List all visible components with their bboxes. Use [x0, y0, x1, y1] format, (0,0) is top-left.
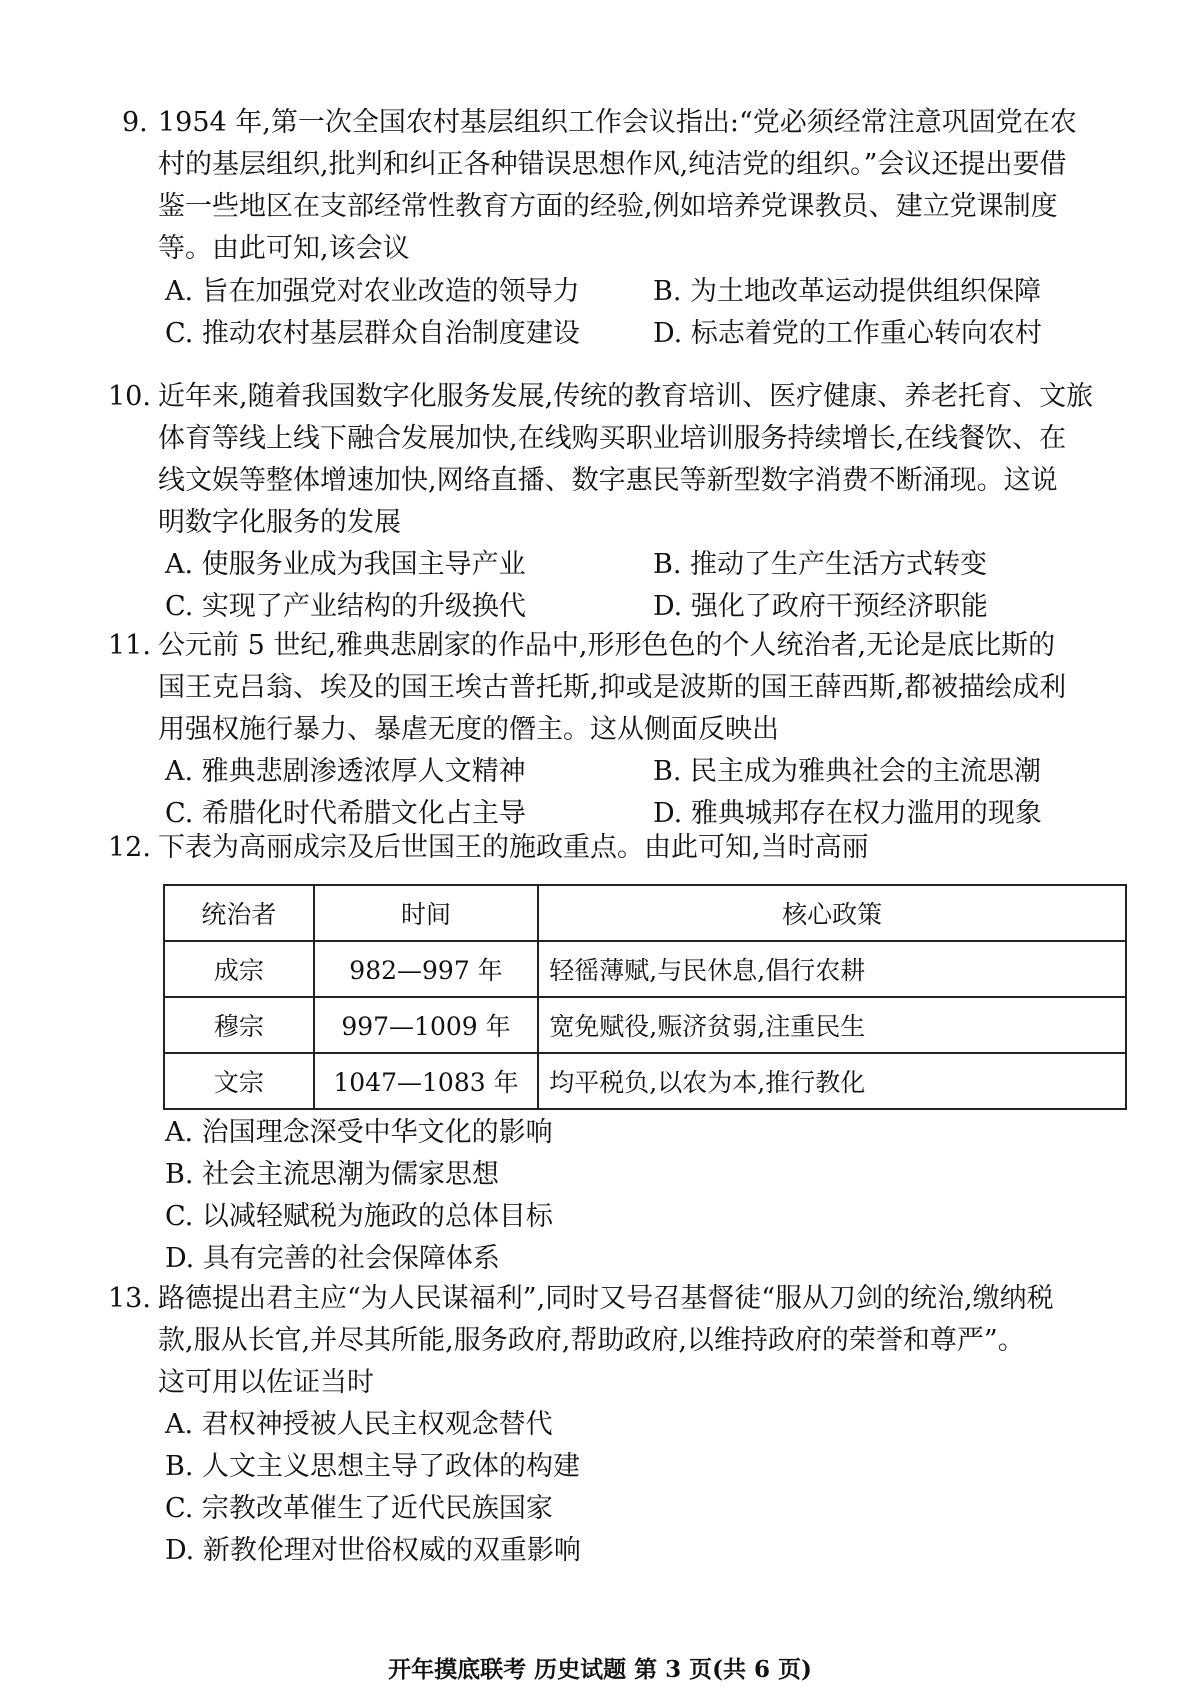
stem-line: 1954 年,第一次全国农村基层组织工作会议指出:“党必须经常注意巩固党在农 — [158, 107, 1077, 138]
stem-line: 下表为高丽成宗及后世国王的施政重点。由此可知,当时高丽 — [158, 832, 869, 863]
stem-line: 鉴一些地区在支部经常性教育方面的经验,例如培养党课教员、建立党课制度 — [158, 191, 1058, 222]
options — [165, 1112, 1125, 1280]
question-stem — [108, 625, 1133, 751]
table-cell: 宽免赋役,赈济贫弱,注重民生 — [538, 997, 1126, 1053]
table-cell: 均平税负,以农为本,推行教化 — [538, 1053, 1126, 1109]
question-12-options — [0, 1112, 1200, 1280]
stem-line: 国王克吕翁、埃及的国王埃古普托斯,抑或是波斯的国王薛西斯,都被描绘成利 — [158, 672, 1067, 703]
stem-line: 用强权施行暴力、暴虐无度的僭主。这从侧面反映出 — [158, 714, 779, 745]
question-number: 13. — [108, 1283, 151, 1314]
table-header: 时间 — [314, 885, 539, 941]
option-a: A. 雅典悲剧渗透浓厚人文精神 — [165, 756, 526, 787]
table-cell: 1047—1083 年 — [314, 1053, 539, 1109]
option-b: B. 民主成为雅典社会的主流思潮 — [653, 756, 1042, 787]
stem-line: 路德提出君主应“为人民谋福利”,同时又号召基督徒“服从刀剑的统治,缴纳税 — [158, 1283, 1054, 1314]
question-11 — [0, 625, 1200, 835]
option-c: C. 希腊化时代希腊文化占主导 — [165, 798, 526, 829]
question-number: 10. — [108, 381, 151, 412]
question-number: 11. — [108, 630, 151, 661]
option-c: C. 宗教改革催生了近代民族国家 — [165, 1493, 553, 1524]
option-a: A. 旨在加强党对农业改造的领导力 — [165, 276, 580, 307]
stem-line: 体育等线上线下融合发展加快,在线购买职业培训服务持续增长,在线餐饮、在 — [158, 423, 1067, 454]
option-b: B. 社会主流思潮为儒家思想 — [165, 1159, 500, 1190]
table-cell: 穆宗 — [164, 997, 314, 1053]
option-b: B. 推动了生产生活方式转变 — [653, 549, 988, 580]
question-number: 9. — [122, 107, 148, 138]
options — [165, 1404, 1125, 1572]
option-c: C. 以减轻赋税为施政的总体目标 — [165, 1201, 553, 1232]
question-number: 12. — [108, 832, 151, 863]
option-d: D. 标志着党的工作重心转向农村 — [653, 318, 1042, 349]
table-cell: 文宗 — [164, 1053, 314, 1109]
option-a: A. 君权神授被人民主权观念替代 — [165, 1409, 553, 1440]
option-a: A. 治国理念深受中华文化的影响 — [165, 1117, 553, 1148]
option-d: D. 强化了政府干预经济职能 — [653, 591, 988, 622]
question-stem — [108, 1278, 1133, 1404]
stem-line: 款,服从长官,并尽其所能,服务政府,帮助政府,以维持政府的荣誉和尊严”。 — [158, 1325, 1025, 1356]
question-stem — [122, 102, 1133, 270]
stem-line: 村的基层组织,批判和纠正各种错误思想作风,纯洁党的组织。”会议还提出要借 — [158, 149, 1067, 180]
option-d: D. 具有完善的社会保障体系 — [165, 1243, 500, 1274]
table-header-row — [164, 885, 1126, 941]
question-13 — [0, 1278, 1200, 1572]
stem-line: 明数字化服务的发展 — [158, 507, 401, 538]
option-d: D. 雅典城邦存在权力滥用的现象 — [653, 798, 1042, 829]
policy-table — [163, 884, 1127, 1110]
stem-line: 线文娱等整体增速加快,网络直播、数字惠民等新型数字消费不断涌现。这说 — [158, 465, 1058, 496]
question-10 — [0, 376, 1200, 628]
question-12 — [0, 827, 1200, 869]
stem-line: 公元前 5 世纪,雅典悲剧家的作品中,形形色色的个人统治者,无论是底比斯的 — [158, 630, 1056, 661]
option-d: D. 新教伦理对世俗权威的双重影响 — [165, 1535, 581, 1566]
page-footer: 开年摸底联考 历史试题 第 3 页(共 6 页) — [388, 1656, 812, 1683]
table-row — [164, 997, 1126, 1053]
options — [165, 544, 1125, 628]
option-a: A. 使服务业成为我国主导产业 — [165, 549, 526, 580]
table-cell: 成宗 — [164, 941, 314, 997]
table-cell: 997—1009 年 — [314, 997, 539, 1053]
table-cell: 982—997 年 — [314, 941, 539, 997]
table-header: 核心政策 — [538, 885, 1126, 941]
stem-line: 这可用以佐证当时 — [158, 1367, 374, 1398]
table-row — [164, 941, 1126, 997]
options — [165, 271, 1125, 355]
table-header: 统治者 — [164, 885, 314, 941]
question-stem — [108, 827, 1133, 869]
stem-line: 近年来,随着我国数字化服务发展,传统的教育培训、医疗健康、养老托育、文旅 — [158, 381, 1094, 412]
stem-line: 等。由此可知,该会议 — [158, 233, 410, 264]
option-b: B. 为土地改革运动提供组织保障 — [653, 276, 1042, 307]
table-cell: 轻徭薄赋,与民休息,倡行农耕 — [538, 941, 1126, 997]
table-row — [164, 1053, 1126, 1109]
option-b: B. 人文主义思想主导了政体的构建 — [165, 1451, 581, 1482]
option-c: C. 实现了产业结构的升级换代 — [165, 591, 526, 622]
question-9 — [0, 102, 1200, 355]
option-c: C. 推动农村基层群众自治制度建设 — [165, 318, 580, 349]
question-stem — [108, 376, 1133, 544]
options — [165, 751, 1125, 835]
